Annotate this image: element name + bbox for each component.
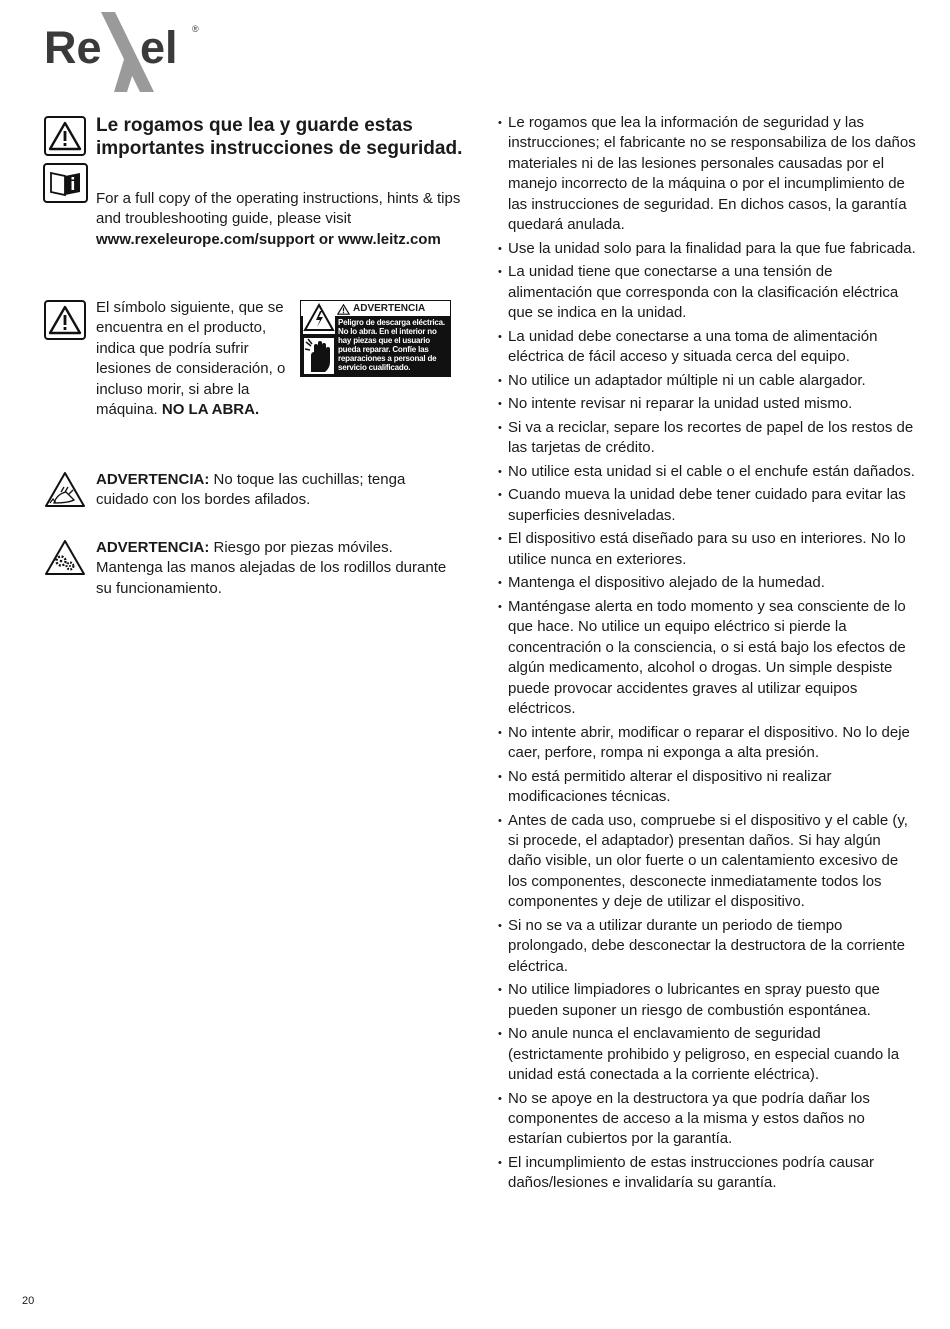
moving-parts-hazard-icon bbox=[44, 538, 86, 578]
list-item: • Manténgase alerta en todo momento y sea consciente de lo que hace. No utilice un equipo eléctrico si pierde la concentración o la consciencia, o si está bajo los efectos de algún medicamento, alcohol o drogas. Un simple despiste puede provocar accidentes graves al utilizar equipos eléctricos. bbox=[498, 597, 918, 719]
list-item: • La unidad tiene que conectarse a una tensión de alimentación que corresponda con la clasificación eléctrica que se indica en la unidad. bbox=[498, 262, 918, 323]
list-item: • Mantenga el dispositivo alejado de la humedad. bbox=[498, 573, 918, 593]
symbol-paragraph bbox=[96, 298, 296, 420]
page-number: 20 bbox=[22, 1295, 35, 1307]
warning-label-header bbox=[337, 302, 450, 316]
svg-text:Re: Re bbox=[44, 22, 102, 73]
list-item: • No intente revisar ni reparar la unidad usted mismo. bbox=[498, 394, 918, 414]
moving-parts-warning-label: ADVERTENCIA: bbox=[96, 539, 210, 556]
blade-warning-label: ADVERTENCIA: bbox=[96, 471, 210, 488]
list-item: • Antes de cada uso, compruebe si el dispositivo y el cable (y, si procede, el adaptador) presentan daños. Si hay algún daño visible, un olor fuerte o un calentamiento excesivo de los componentes, desconecte inmediatamente todos los componentes y deje de utilizar el dispositivo. bbox=[498, 811, 918, 913]
list-item: • Use la unidad solo para la finalidad para la que fue fabricada. bbox=[498, 239, 918, 259]
list-item: • No se apoye en la destructora ya que podría dañar los componentes de acceso a la misma y estos daños no estarían cubiertos por la garantía. bbox=[498, 1089, 918, 1150]
list-item: • Si va a reciclar, separe los recortes de papel de los restos de las tarjetas de crédito. bbox=[498, 418, 918, 459]
moving-parts-warning bbox=[96, 538, 456, 599]
list-item: • El dispositivo está diseñado para su uso en interiores. No lo utilice nunca en exteriores. bbox=[498, 529, 918, 570]
read-manual-icon bbox=[43, 163, 88, 203]
list-item: • No utilice esta unidad si el cable o el enchufe están dañados. bbox=[498, 462, 918, 482]
warning-triangle-icon bbox=[44, 116, 86, 156]
warning-label-text: Peligro de descarga eléctrica. No lo abra. En el interior no hay piezas que el usuario pueda reparar. Confíe las reparaciones a personal de servicio cualificado. bbox=[338, 318, 445, 372]
blade-warning bbox=[96, 470, 456, 511]
list-item: • Le rogamos que lea la información de seguridad y las instrucciones; el fabricante no se responsabiliza de los daños materiales ni de las lesiones personales causadas por el manejo incorrecto de la máquina o por el incumplimiento de las instrucciones de seguridad. En dichos casos, la garantía quedará anulada. bbox=[498, 113, 918, 235]
warning-triangle-icon bbox=[44, 300, 86, 340]
warning-label-body bbox=[301, 316, 450, 376]
moving-parts-warning-text: Riesgo por piezas móviles. Mantenga las manos alejadas de los rodillos durante su funcionamiento. bbox=[96, 539, 447, 597]
safety-instructions-list bbox=[498, 113, 918, 1197]
blade-warning-text: No toque las cuchillas; tenga cuidado con los bordes afilados. bbox=[96, 471, 406, 509]
sharp-blade-hazard-icon bbox=[44, 470, 86, 510]
electric-warning-label bbox=[300, 300, 451, 377]
list-item: • No está permitido alterar el dispositivo ni realizar modificaciones técnicas. bbox=[498, 767, 918, 808]
list-item: • Cuando mueva la unidad debe tener cuidado para evitar las superficies desniveladas. bbox=[498, 485, 918, 526]
list-item: • No intente abrir, modificar o reparar el dispositivo. No lo deje caer, perfore, rompa ni exponga a alta presión. bbox=[498, 723, 918, 764]
intro-links: www.rexeleurope.com/support or www.leitz.com bbox=[96, 230, 441, 248]
page-heading: Le rogamos que lea y guarde estas importantes instrucciones de seguridad. bbox=[96, 115, 463, 159]
intro-text: For a full copy of the operating instructions, hints & tips and troubleshooting guide, please visit bbox=[96, 190, 461, 228]
rexel-logo bbox=[42, 10, 207, 95]
symbol-bold: NO LA ABRA. bbox=[161, 401, 260, 419]
list-item: • El incumplimiento de estas instrucciones podría causar daños/lesiones e invalidaría su garantía. bbox=[498, 1153, 918, 1194]
list-item: • No anule nunca el enclavamiento de seguridad (estrictamente prohibido y peligroso, en especial cuando la unidad está conectada a la corriente eléctrica). bbox=[498, 1024, 918, 1085]
svg-text:®: ® bbox=[192, 24, 199, 34]
intro-paragraph bbox=[96, 189, 466, 250]
list-item: • La unidad debe conectarse a una toma de alimentación eléctrica de fácil acceso y situada cerca del equipo. bbox=[498, 327, 918, 368]
electric-shock-icon bbox=[303, 302, 335, 376]
small-warning-triangle-icon bbox=[337, 304, 350, 315]
list-item: • No utilice limpiadores o lubricantes en spray puesto que pueden suponer un riesgo de combustión espontánea. bbox=[498, 980, 918, 1021]
svg-text:el: el bbox=[140, 22, 178, 73]
symbol-text: El símbolo siguiente, que se encuentra en el producto, indica que podría sufrir lesiones de consideración, o incluso morir, si abre la máquina. bbox=[96, 299, 286, 419]
list-item: • No utilice un adaptador múltiple ni un cable alargador. bbox=[498, 371, 918, 391]
list-item: • Si no se va a utilizar durante un periodo de tiempo prolongado, debe desconectar la destructora de la corriente eléctrica. bbox=[498, 916, 918, 977]
warning-label-title: ADVERTENCIA bbox=[353, 303, 426, 314]
